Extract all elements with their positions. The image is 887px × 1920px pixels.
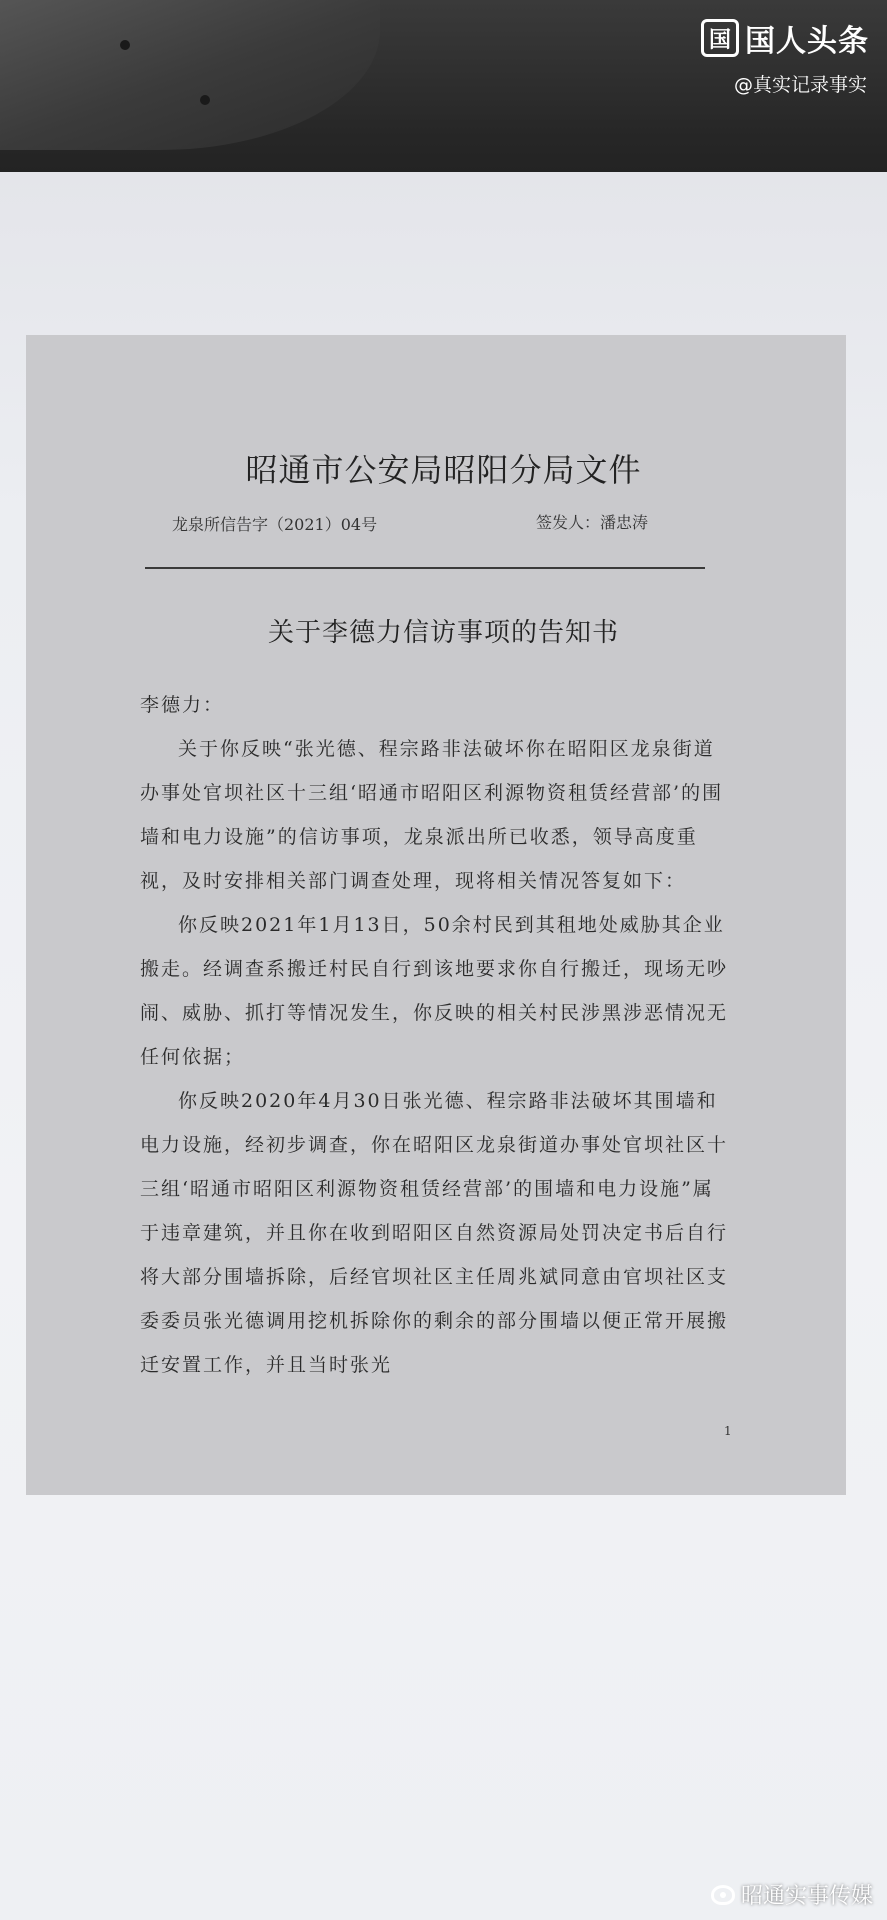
document-body bbox=[140, 683, 730, 1387]
logo-brand: 国人头条 bbox=[745, 24, 869, 59]
footer-account: 昭通实事传媒 bbox=[740, 1884, 873, 1909]
notice-title: 关于李德力信访事项的告知书 bbox=[267, 618, 619, 648]
page-number: 1 bbox=[724, 1424, 732, 1438]
salutation: 李德力： bbox=[140, 694, 225, 716]
desk-object bbox=[0, 0, 380, 150]
weibo-icon bbox=[711, 1885, 735, 1905]
desk-dot bbox=[200, 95, 210, 105]
toutiao-logo bbox=[701, 16, 869, 60]
paragraph: 关于你反映“张光德、程宗路非法破坏你在昭阳区龙泉街道办事处官坝社区十三组‘昭通市昭阳区利源物资租赁经营部’的围墙和电力设施”的信访事项，龙泉派出所已收悉，领导高度重视，及时安排相关部门调查处理，现将相关情况答复如下： bbox=[140, 738, 724, 892]
footer-watermark bbox=[711, 1879, 873, 1910]
paragraph: 你反映2020年4月30日张光德、程宗路非法破坏其围墙和电力设施，经初步调查，你在昭阳区龙泉街道办事处官坝社区十三组‘昭通市昭阳区利源物资租赁经营部’的围墙和电力设施”属于违章建筑，并且你在收到昭阳区自然资源局处罚决定书后自行将大部分围墙拆除，后经官坝社区主任周兆斌同意由官坝社区支委委员张光德调用挖机拆除你的剩余的部分围墙以便正常开展搬迁安置工作，并且当时张光 bbox=[140, 1090, 729, 1376]
header-divider bbox=[145, 567, 705, 569]
document-number: 龙泉所信告字（2021）04号 bbox=[172, 515, 378, 534]
issuer: 签发人：潘忠涛 bbox=[536, 513, 649, 532]
paragraph: 你反映2021年1月13日，50余村民到其租地处威胁其企业搬走。经调查系搬迁村民自行到该地要求你自行搬迁，现场无吵闹、威胁、抓打等情况发生，你反映的相关村民涉黑涉恶情况无任何依据； bbox=[140, 914, 729, 1068]
watermark-account: @真实记录事实 bbox=[733, 74, 867, 96]
desk-dot bbox=[120, 40, 130, 50]
document-title: 昭通市公安局昭阳分局文件 bbox=[245, 451, 642, 489]
logo-icon: 国 bbox=[701, 19, 739, 57]
